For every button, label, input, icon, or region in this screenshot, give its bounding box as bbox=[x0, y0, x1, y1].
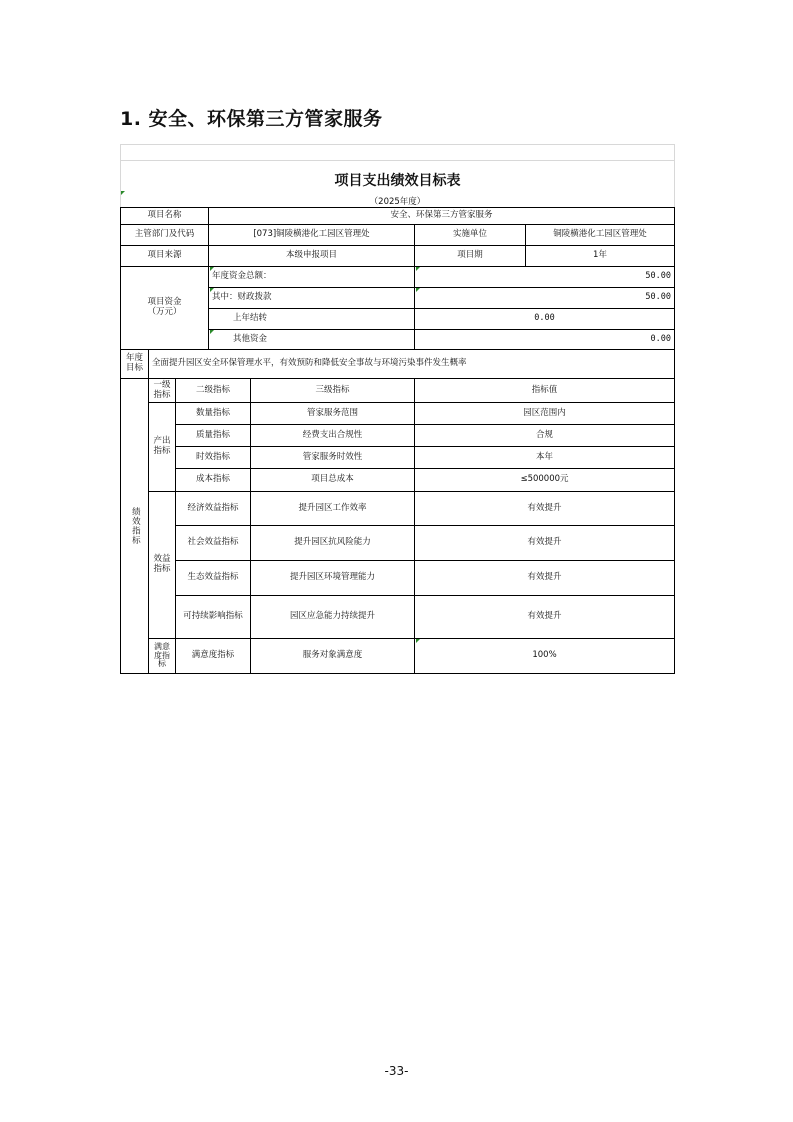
benefit-level2-ecological: 生态效益指标 bbox=[175, 560, 251, 596]
fund-carryover-label: 上年结转 bbox=[208, 308, 415, 330]
output-level2-quality: 质量指标 bbox=[175, 424, 251, 447]
output-level2-cost: 成本指标 bbox=[175, 468, 251, 492]
page-number: -33- bbox=[384, 1064, 409, 1078]
benefit-level3-sustainable: 园区应急能力持续提升 bbox=[250, 595, 415, 639]
goal-label: 年度 目标 bbox=[120, 349, 149, 379]
output-level2-quantity: 数量指标 bbox=[175, 402, 251, 425]
benefit-value-economic: 有效提升 bbox=[414, 491, 675, 526]
benefit-value-ecological: 有效提升 bbox=[414, 560, 675, 596]
source-label: 项目来源 bbox=[120, 245, 209, 267]
output-level3-cost: 项目总成本 bbox=[250, 468, 415, 492]
funds-label: 项目资金 （万元） bbox=[120, 266, 209, 350]
benefit-level2-economic: 经济效益指标 bbox=[175, 491, 251, 526]
impl-value: 铜陵横港化工园区管理处 bbox=[525, 224, 675, 246]
benefit-level3-ecological: 提升园区环境管理能力 bbox=[250, 560, 415, 596]
satisfaction-level2: 满意度指标 bbox=[175, 638, 251, 674]
project-name-label: 项目名称 bbox=[120, 207, 209, 225]
dept-label: 主管部门及代码 bbox=[120, 224, 209, 246]
benefit-level3-social: 提升园区抗风险能力 bbox=[250, 525, 415, 561]
benefit-level2-sustainable: 可持续影响指标 bbox=[175, 595, 251, 639]
source-value: 本级申报项目 bbox=[208, 245, 415, 267]
fund-carryover-value: 0.00 bbox=[414, 308, 675, 330]
fund-fiscal-label: 其中：财政拨款 bbox=[208, 287, 415, 309]
output-value-timeliness: 本年 bbox=[414, 446, 675, 469]
benefit-value-sustainable: 有效提升 bbox=[414, 595, 675, 639]
benefit-level2-social: 社会效益指标 bbox=[175, 525, 251, 561]
dept-value: [073]铜陵横港化工园区管理处 bbox=[208, 224, 415, 246]
fund-other-label: 其他资金 bbox=[208, 329, 415, 350]
project-name-value: 安全、环保第三方管家服务 bbox=[208, 207, 675, 225]
output-level2-timeliness: 时效指标 bbox=[175, 446, 251, 469]
fund-total-label: 年度资金总额： bbox=[208, 266, 415, 288]
output-value-quantity: 园区范围内 bbox=[414, 402, 675, 425]
output-value-cost: ≤500000元 bbox=[414, 468, 675, 492]
benefit-label: 效益 指标 bbox=[148, 491, 176, 639]
period-value: 1年 bbox=[525, 245, 675, 267]
fund-fiscal-value: 50.00 bbox=[414, 287, 675, 309]
perf-label bbox=[120, 378, 149, 674]
output-level3-quality: 经费支出合规性 bbox=[250, 424, 415, 447]
output-label: 产出 指标 bbox=[148, 402, 176, 492]
table-year: （2025年度） bbox=[369, 196, 426, 207]
performance-target-table bbox=[120, 144, 675, 674]
goal-value: 全面提升园区安全环保管理水平，有效预防和降低安全事故与环境污染事件发生概率 bbox=[148, 349, 675, 379]
output-value-quality: 合规 bbox=[414, 424, 675, 447]
benefit-value-social: 有效提升 bbox=[414, 525, 675, 561]
section-heading: 1. 安全、环保第三方管家服务 bbox=[120, 108, 383, 130]
header-level2: 二级指标 bbox=[175, 378, 251, 403]
satisfaction-label: 满意度指标 bbox=[148, 638, 176, 674]
satisfaction-value: 100% bbox=[414, 638, 675, 674]
perf-label-text: 绩效指标 bbox=[130, 507, 141, 545]
output-level3-quantity: 管家服务范围 bbox=[250, 402, 415, 425]
impl-label: 实施单位 bbox=[414, 224, 526, 246]
output-level3-timeliness: 管家服务时效性 bbox=[250, 446, 415, 469]
satisfaction-level3: 服务对象满意度 bbox=[250, 638, 415, 674]
header-level1: 一级 指标 bbox=[148, 378, 176, 403]
benefit-level3-economic: 提升园区工作效率 bbox=[250, 491, 415, 526]
period-label: 项目期 bbox=[414, 245, 526, 267]
table-title: 项目支出绩效目标表 bbox=[334, 173, 461, 189]
header-level3: 三级指标 bbox=[250, 378, 415, 403]
fund-total-value: 50.00 bbox=[414, 266, 675, 288]
fund-other-value: 0.00 bbox=[414, 329, 675, 350]
header-value: 指标值 bbox=[414, 378, 675, 403]
